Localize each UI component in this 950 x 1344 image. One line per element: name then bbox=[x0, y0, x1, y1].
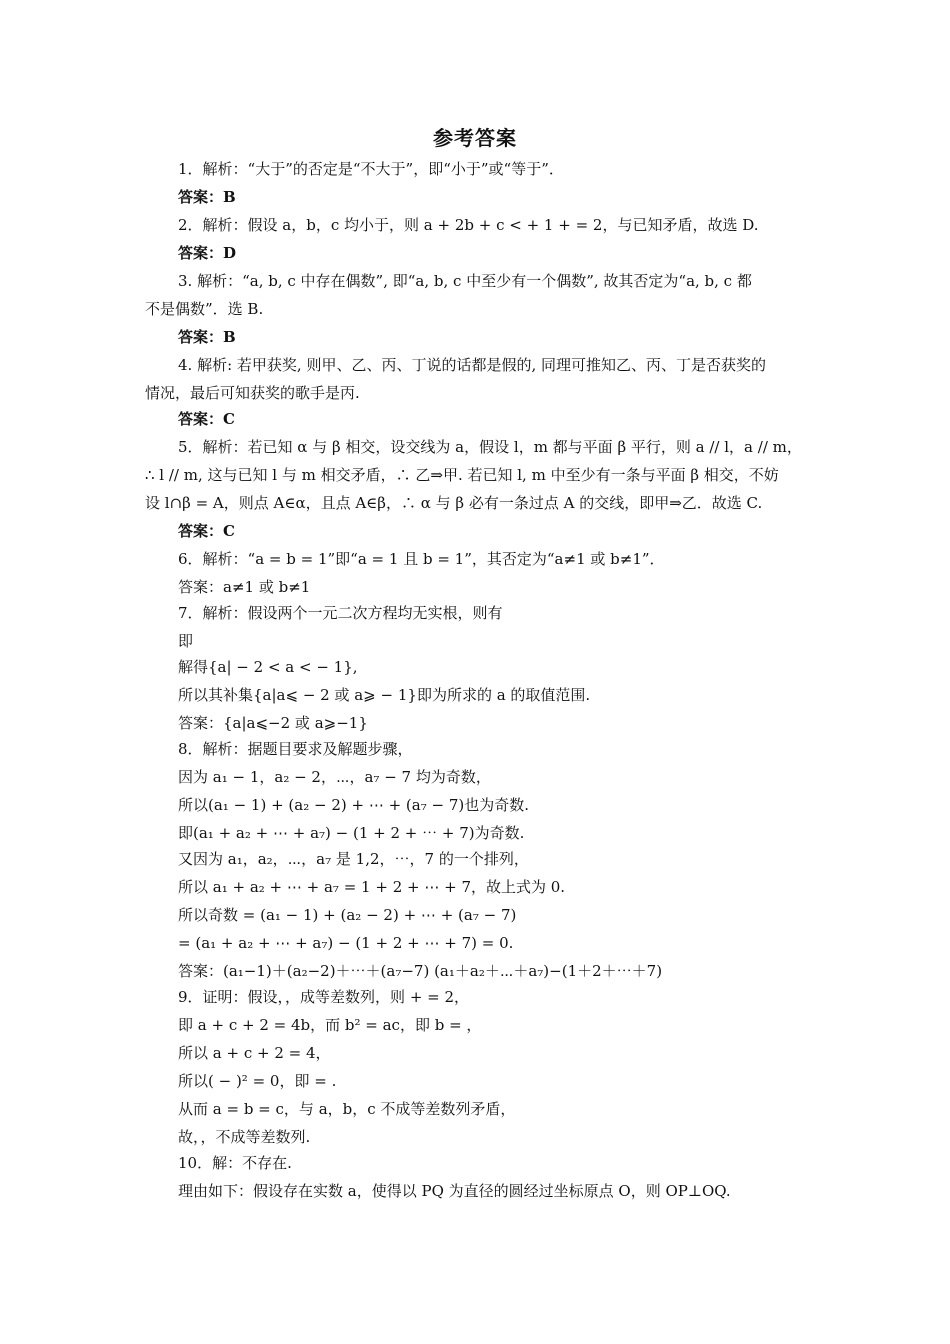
answer-line: 答案：C bbox=[178, 522, 235, 540]
answer-line: 答案：{a|a⩽−2 或 a⩾−1} bbox=[178, 714, 368, 732]
text-line: 3. 解析：“a, b, c 中存在偶数”, 即“a, b, c 中至少有一个偶数”, 故其否定为“a, b, c 都 bbox=[178, 272, 752, 290]
text-line: 即(a₁ + a₂ + ⋯ + a₇) − (1 + 2 + ⋯ + 7)为奇数. bbox=[178, 824, 525, 842]
text-line: 不是偶数”．选 B. bbox=[145, 300, 264, 318]
text-line: 所以奇数 = (a₁ − 1) + (a₂ − 2) + ⋯ + (a₇ − 7) bbox=[178, 906, 517, 924]
page-title: 参考答案 bbox=[433, 126, 517, 150]
text-line: 7．解析：假设两个一元二次方程均无实根，则有 bbox=[178, 604, 503, 622]
text-line: 解得{a| − 2 < a < − 1}, bbox=[178, 658, 358, 676]
text-line: 2．解析：假设 a，b，c 均小于，则 a + 2b + c < + 1 + = 2，与已知矛盾，故选 D. bbox=[178, 216, 759, 234]
text-line: 所以其补集{a|a⩽ − 2 或 a⩾ − 1}即为所求的 a 的取值范围. bbox=[178, 686, 591, 704]
text-line: ∴ l // m, 这与已知 l 与 m 相交矛盾，∴ 乙⇒甲. 若已知 l, m 中至少有一条与平面 β 相交，不妨 bbox=[145, 466, 779, 484]
text-line: 理由如下：假设存在实数 a，使得以 PQ 为直径的圆经过坐标原点 O，则 OP⊥OQ. bbox=[178, 1182, 731, 1200]
text-line: 所以 a + c + 2 = 4， bbox=[178, 1044, 331, 1062]
text-line: 6．解析：“a = b = 1”即“a = 1 且 b = 1”，其否定为“a≠1 或 b≠1”． bbox=[178, 550, 665, 568]
text-line: 所以( − )² = 0，即 = . bbox=[178, 1072, 337, 1090]
text-line: 即 a + c + 2 = 4b，而 b² = ac，即 b = ， bbox=[178, 1016, 482, 1034]
text-line: 9．证明：假设，，成等差数列，则 + = 2， bbox=[178, 988, 470, 1006]
answer-line: 答案：C bbox=[178, 410, 235, 428]
text-line: 10．解：不存在. bbox=[178, 1154, 292, 1172]
text-line: 情况，最后可知获奖的歌手是丙. bbox=[145, 384, 360, 402]
text-line: 从而 a = b = c，与 a，b，c 不成等差数列矛盾， bbox=[178, 1100, 516, 1118]
text-line: 故，，不成等差数列. bbox=[178, 1128, 311, 1146]
answer-line: 答案：B bbox=[178, 328, 236, 346]
answer-line: 答案：D bbox=[178, 244, 237, 262]
text-line: 8．解析：据题目要求及解题步骤， bbox=[178, 740, 413, 758]
answer-line: 答案：a≠1 或 b≠1 bbox=[178, 578, 311, 596]
answer-line: 答案：(a₁−1)＋(a₂−2)＋⋯＋(a₇−7) (a₁＋a₂＋⋯＋a₇)−(1＋2＋⋯＋7) bbox=[178, 962, 663, 980]
text-line: 设 l∩β = A，则点 A∈α，且点 A∈β，∴ α 与 β 必有一条过点 A 的交线，即甲⇒乙．故选 C. bbox=[145, 494, 763, 512]
text-line: = (a₁ + a₂ + ⋯ + a₇) − (1 + 2 + ⋯ + 7) = 0. bbox=[178, 934, 514, 952]
text-line: 又因为 a₁，a₂，⋯，a₇ 是 1,2，⋯，7 的一个排列， bbox=[178, 850, 529, 868]
text-line: 1．解析：“大于”的否定是“不大于”，即“小于”或“等于”． bbox=[178, 160, 564, 178]
text-line: 4. 解析: 若甲获奖, 则甲、乙、丙、丁说的话都是假的, 同理可推知乙、丙、丁是否获奖的 bbox=[178, 356, 766, 374]
answer-line: 答案：B bbox=[178, 188, 236, 206]
text-line: 因为 a₁ − 1，a₂ − 2，⋯，a₇ − 7 均为奇数， bbox=[178, 768, 491, 786]
text-line: 即 bbox=[178, 632, 194, 650]
text-line: 所以(a₁ − 1) + (a₂ − 2) + ⋯ + (a₇ − 7)也为奇数. bbox=[178, 796, 530, 814]
text-line: 5．解析：若已知 α 与 β 相交，设交线为 a，假设 l，m 都与平面 β 平行，则 a // l，a // m， bbox=[178, 438, 802, 456]
text-line: 所以 a₁ + a₂ + ⋯ + a₇ = 1 + 2 + ⋯ + 7，故上式为 0. bbox=[178, 878, 566, 896]
